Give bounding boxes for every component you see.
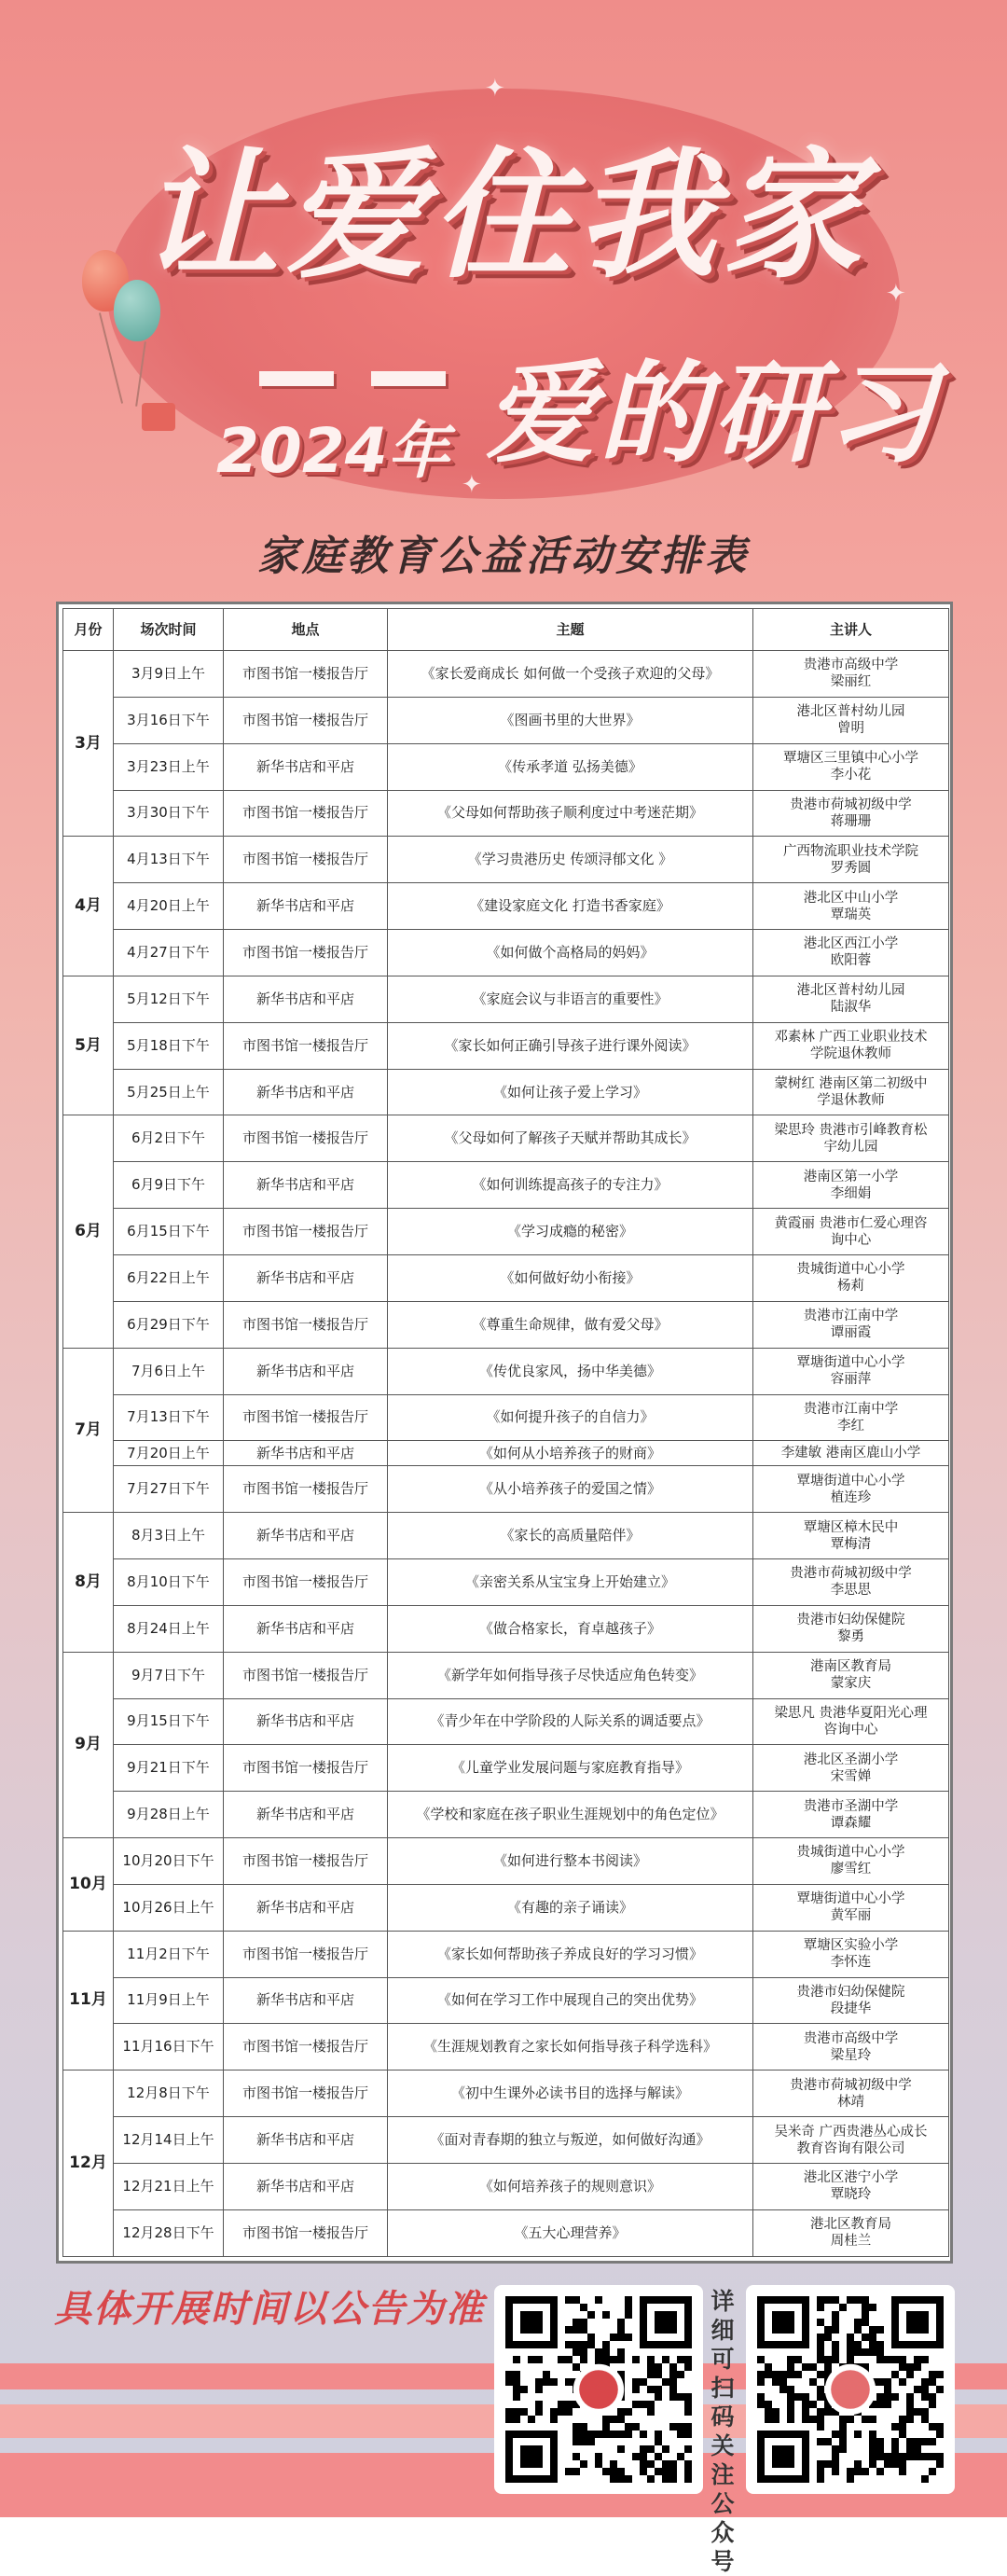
table-row — [63, 743, 949, 790]
speaker-cell: 覃塘区三里镇中心小学 李小花 — [753, 743, 949, 790]
table-header-row — [63, 609, 949, 651]
time-cell: 6月29日下午 — [114, 1301, 224, 1348]
theme-cell: 《父母如何帮助孩子顺利度过中考迷茫期》 — [388, 790, 753, 837]
place-cell: 新华书店和平店 — [224, 1441, 388, 1466]
theme-cell: 《学习成瘾的秘密》 — [388, 1209, 753, 1255]
table-row — [63, 883, 949, 930]
table-row — [63, 837, 949, 883]
speaker-cell: 贵城街道中心小学 杨莉 — [753, 1254, 949, 1301]
table-row — [63, 930, 949, 976]
theme-cell: 《如何做个高格局的妈妈》 — [388, 930, 753, 976]
place-cell: 市图书馆一楼报告厅 — [224, 651, 388, 698]
speaker-cell: 贵港市荷城初级中学 李思思 — [753, 1558, 949, 1605]
table-row — [63, 1605, 949, 1652]
time-cell: 11月9日上午 — [114, 1977, 224, 2024]
theme-cell: 《如何训练提高孩子的专注力》 — [388, 1162, 753, 1209]
theme-cell: 《面对青春期的独立与叛逆，如何做好沟通》 — [388, 2117, 753, 2164]
speaker-cell: 贵港市荷城初级中学 蒋珊珊 — [753, 790, 949, 837]
theme-cell: 《传承孝道 弘扬美德》 — [388, 743, 753, 790]
speaker-cell: 贵港市江南中学 李红 — [753, 1394, 949, 1441]
place-cell: 市图书馆一楼报告厅 — [224, 790, 388, 837]
speaker-cell: 港北区教育局 周桂兰 — [753, 2209, 949, 2256]
speaker-cell: 吴米奇 广西贵港丛心成长 教育咨询有限公司 — [753, 2117, 949, 2164]
table-row — [63, 1466, 949, 1513]
place-cell: 市图书馆一楼报告厅 — [224, 2024, 388, 2070]
sparkle-icon: ✦ — [462, 471, 482, 499]
place-cell: 新华书店和平店 — [224, 1605, 388, 1652]
theme-cell: 《儿童学业发展问题与家庭教育指导》 — [388, 1745, 753, 1792]
table-row — [63, 1162, 949, 1209]
time-cell: 6月22日上午 — [114, 1254, 224, 1301]
time-cell: 5月25日上午 — [114, 1069, 224, 1115]
time-cell: 7月20日上午 — [114, 1441, 224, 1466]
speaker-cell: 港北区普村幼儿园 陆淑华 — [753, 976, 949, 1022]
table-row — [63, 2163, 949, 2209]
time-cell: 6月9日下午 — [114, 1162, 224, 1209]
time-cell: 3月23日上午 — [114, 743, 224, 790]
time-cell: 4月27日下午 — [114, 930, 224, 976]
place-cell: 市图书馆一楼报告厅 — [224, 1301, 388, 1348]
place-cell: 市图书馆一楼报告厅 — [224, 2209, 388, 2256]
time-cell: 5月12日下午 — [114, 976, 224, 1022]
table-row — [63, 1792, 949, 1838]
theme-cell: 《家长爱商成长 如何做一个受孩子欢迎的父母》 — [388, 651, 753, 698]
speaker-cell: 贵港市高级中学 梁星玲 — [753, 2024, 949, 2070]
speaker-cell: 覃塘街道中心小学 容丽萍 — [753, 1348, 949, 1394]
place-cell: 市图书馆一楼报告厅 — [224, 930, 388, 976]
theme-cell: 《家长如何帮助孩子养成良好的学习习惯》 — [388, 1931, 753, 1977]
table-row — [63, 1022, 949, 1069]
schedule-table-container — [56, 602, 953, 2264]
column-header-month: 月份 — [63, 609, 114, 651]
place-cell: 市图书馆一楼报告厅 — [224, 1745, 388, 1792]
time-cell: 6月2日下午 — [114, 1115, 224, 1162]
speaker-cell: 贵港市荷城初级中学 林靖 — [753, 2070, 949, 2117]
time-cell: 12月14日上午 — [114, 2117, 224, 2164]
place-cell: 市图书馆一楼报告厅 — [224, 1652, 388, 1698]
theme-cell: 《如何提升孩子的自信力》 — [388, 1394, 753, 1441]
theme-cell: 《家长的高质量陪伴》 — [388, 1513, 753, 1559]
theme-cell: 《学校和家庭在孩子职业生涯规划中的角色定位》 — [388, 1792, 753, 1838]
speaker-cell: 覃塘区实验小学 李怀连 — [753, 1931, 949, 1977]
sparkle-icon: ✦ — [485, 75, 505, 103]
qr-logo-icon — [579, 2370, 618, 2409]
place-cell: 市图书馆一楼报告厅 — [224, 1022, 388, 1069]
time-cell: 5月18日下午 — [114, 1022, 224, 1069]
theme-cell: 《父母如何了解孩子天赋并帮助其成长》 — [388, 1115, 753, 1162]
time-cell: 12月8日下午 — [114, 2070, 224, 2117]
theme-cell: 《新学年如何指导孩子尽快适应角色转变》 — [388, 1652, 753, 1698]
speaker-cell: 贵港市高级中学 梁丽红 — [753, 651, 949, 698]
notice-text: 具体开展时间以公告为准 — [54, 2288, 485, 2331]
theme-cell: 《如何做好幼小衔接》 — [388, 1254, 753, 1301]
speaker-cell: 邓素林 广西工业职业技术 学院退休教师 — [753, 1022, 949, 1069]
time-cell: 10月26日上午 — [114, 1884, 224, 1931]
page-title: 让爱住我家 — [139, 135, 867, 298]
speaker-cell: 贵城街道中心小学 廖雪红 — [753, 1838, 949, 1885]
speaker-cell: 覃塘街道中心小学 黄军丽 — [753, 1884, 949, 1931]
month-cell: 7月 — [63, 1348, 114, 1512]
month-cell: 3月 — [63, 651, 114, 837]
time-cell: 7月6日上午 — [114, 1348, 224, 1394]
theme-cell: 《图画书里的大世界》 — [388, 697, 753, 743]
theme-cell: 《青少年在中学阶段的人际关系的调适要点》 — [388, 1698, 753, 1745]
place-cell: 市图书馆一楼报告厅 — [224, 697, 388, 743]
time-cell: 11月16日下午 — [114, 2024, 224, 2070]
speaker-cell: 贵港市圣湖中学 谭森耀 — [753, 1792, 949, 1838]
place-cell: 市图书馆一楼报告厅 — [224, 1558, 388, 1605]
theme-cell: 《做合格家长，育卓越孩子》 — [388, 1605, 753, 1652]
month-cell: 11月 — [63, 1931, 114, 2070]
month-cell: 6月 — [63, 1115, 114, 1348]
table-row — [63, 2117, 949, 2164]
month-cell: 5月 — [63, 976, 114, 1115]
table-row — [63, 790, 949, 837]
theme-cell: 《如何从小培养孩子的财商》 — [388, 1441, 753, 1466]
time-cell: 3月16日下午 — [114, 697, 224, 743]
place-cell: 新华书店和平店 — [224, 976, 388, 1022]
time-cell: 9月7日下午 — [114, 1652, 224, 1698]
month-cell: 10月 — [63, 1838, 114, 1932]
speaker-cell: 梁思凡 贵港华夏阳光心理 咨询中心 — [753, 1698, 949, 1745]
time-cell: 7月27日下午 — [114, 1466, 224, 1513]
time-cell: 3月9日上午 — [114, 651, 224, 698]
sparkle-icon: ✦ — [886, 280, 906, 308]
column-header-theme: 主题 — [388, 609, 753, 651]
place-cell: 新华书店和平店 — [224, 1698, 388, 1745]
place-cell: 市图书馆一楼报告厅 — [224, 1394, 388, 1441]
title-dash — [259, 371, 334, 386]
speaker-cell: 港南区教育局 蒙家庆 — [753, 1652, 949, 1698]
title-year: 2024年 — [216, 415, 449, 487]
time-cell: 4月13日下午 — [114, 837, 224, 883]
table-row — [63, 1558, 949, 1605]
title-dash — [371, 371, 446, 386]
theme-cell: 《如何进行整本书阅读》 — [388, 1838, 753, 1885]
speaker-cell: 贵港市江南中学 谭丽霞 — [753, 1301, 949, 1348]
time-cell: 3月30日下午 — [114, 790, 224, 837]
place-cell: 新华书店和平店 — [224, 2163, 388, 2209]
table-row — [63, 1115, 949, 1162]
speaker-cell: 港北区普村幼儿园 曾明 — [753, 697, 949, 743]
table-row — [63, 1348, 949, 1394]
month-cell: 12月 — [63, 2070, 114, 2257]
table-row — [63, 1301, 949, 1348]
time-cell: 9月21日下午 — [114, 1745, 224, 1792]
table-title: 家庭教育公益活动安排表 — [257, 533, 750, 580]
speaker-cell: 覃塘区樟木民中 覃梅清 — [753, 1513, 949, 1559]
time-cell: 7月13日下午 — [114, 1394, 224, 1441]
table-row — [63, 1209, 949, 1255]
time-cell: 11月2日下午 — [114, 1931, 224, 1977]
schedule-body — [63, 651, 949, 2257]
speaker-cell: 贵港市妇幼保健院 黎勇 — [753, 1605, 949, 1652]
theme-cell: 《从小培养孩子的爱国之情》 — [388, 1466, 753, 1513]
speaker-cell: 李建敏 港南区鹿山小学 — [753, 1441, 949, 1466]
table-row — [63, 1069, 949, 1115]
qr-code-left[interactable] — [494, 2285, 703, 2494]
qr-caption: 详细可扫码关注公众号 — [710, 2288, 735, 2575]
place-cell: 新华书店和平店 — [224, 1884, 388, 1931]
time-cell: 10月20日下午 — [114, 1838, 224, 1885]
speaker-cell: 港南区第一小学 李细娟 — [753, 1162, 949, 1209]
table-row — [63, 2070, 949, 2117]
theme-cell: 《家长如何正确引导孩子进行课外阅读》 — [388, 1022, 753, 1069]
place-cell: 新华书店和平店 — [224, 1977, 388, 2024]
time-cell: 6月15日下午 — [114, 1209, 224, 1255]
qr-code-left-image — [505, 2296, 692, 2483]
theme-cell: 《生涯规划教育之家长如何指导孩子科学选科》 — [388, 2024, 753, 2070]
table-row — [63, 1513, 949, 1559]
theme-cell: 《如何让孩子爱上学习》 — [388, 1069, 753, 1115]
month-cell: 8月 — [63, 1513, 114, 1653]
qr-code-right[interactable] — [746, 2285, 955, 2494]
theme-cell: 《亲密关系从宝宝身上开始建立》 — [388, 1558, 753, 1605]
table-row — [63, 1884, 949, 1931]
qr-code-right-image — [757, 2296, 944, 2483]
place-cell: 新华书店和平店 — [224, 2117, 388, 2164]
theme-cell: 《如何在学习工作中展现自己的突出优势》 — [388, 1977, 753, 2024]
speaker-cell: 贵港市妇幼保健院 段捷华 — [753, 1977, 949, 2024]
place-cell: 市图书馆一楼报告厅 — [224, 2070, 388, 2117]
table-row — [63, 2024, 949, 2070]
table-row — [63, 697, 949, 743]
place-cell: 新华书店和平店 — [224, 1792, 388, 1838]
month-cell: 4月 — [63, 837, 114, 976]
table-row — [63, 1441, 949, 1466]
speaker-cell: 覃塘街道中心小学 植连珍 — [753, 1466, 949, 1513]
time-cell: 8月10日下午 — [114, 1558, 224, 1605]
table-row — [63, 976, 949, 1022]
speaker-cell: 梁思玲 贵港市引峰教育松 宇幼儿园 — [753, 1115, 949, 1162]
qr-logo-icon — [831, 2370, 870, 2409]
place-cell: 新华书店和平店 — [224, 1348, 388, 1394]
place-cell: 市图书馆一楼报告厅 — [224, 837, 388, 883]
table-row — [63, 1745, 949, 1792]
place-cell: 新华书店和平店 — [224, 1513, 388, 1559]
column-header-time: 场次时间 — [114, 609, 224, 651]
time-cell: 9月28日上午 — [114, 1792, 224, 1838]
place-cell: 市图书馆一楼报告厅 — [224, 1115, 388, 1162]
table-row — [63, 1931, 949, 1977]
theme-cell: 《尊重生命规律，做有爱父母》 — [388, 1301, 753, 1348]
time-cell: 8月24日上午 — [114, 1605, 224, 1652]
table-row — [63, 1394, 949, 1441]
speaker-cell: 蒙树红 港南区第二初级中 学退休教师 — [753, 1069, 949, 1115]
speaker-cell: 广西物流职业技术学院 罗秀圆 — [753, 837, 949, 883]
theme-cell: 《初中生课外必读书目的选择与解读》 — [388, 2070, 753, 2117]
theme-cell: 《传优良家风，扬中华美德》 — [388, 1348, 753, 1394]
title-subtitle: 爱的研习 — [485, 349, 941, 478]
speaker-cell: 港北区圣湖小学 宋雪婵 — [753, 1745, 949, 1792]
place-cell: 市图书馆一楼报告厅 — [224, 1931, 388, 1977]
time-cell: 8月3日上午 — [114, 1513, 224, 1559]
table-row — [63, 651, 949, 698]
table-row — [63, 1254, 949, 1301]
theme-cell: 《建设家庭文化 打造书香家庭》 — [388, 883, 753, 930]
speaker-cell: 港北区西江小学 欧阳蓉 — [753, 930, 949, 976]
column-header-speaker: 主讲人 — [753, 609, 949, 651]
table-row — [63, 1838, 949, 1885]
place-cell: 市图书馆一楼报告厅 — [224, 1209, 388, 1255]
month-cell: 9月 — [63, 1652, 114, 1837]
place-cell: 新华书店和平店 — [224, 1254, 388, 1301]
speaker-cell: 港北区港宁小学 覃晓玲 — [753, 2163, 949, 2209]
place-cell: 新华书店和平店 — [224, 743, 388, 790]
place-cell: 新华书店和平店 — [224, 1069, 388, 1115]
table-row — [63, 2209, 949, 2256]
time-cell: 4月20日上午 — [114, 883, 224, 930]
place-cell: 市图书馆一楼报告厅 — [224, 1466, 388, 1513]
column-header-place: 地点 — [224, 609, 388, 651]
theme-cell: 《如何培养孩子的规则意识》 — [388, 2163, 753, 2209]
time-cell: 12月21日上午 — [114, 2163, 224, 2209]
place-cell: 新华书店和平店 — [224, 883, 388, 930]
time-cell: 9月15日下午 — [114, 1698, 224, 1745]
gift-icon — [142, 403, 175, 431]
table-row — [63, 1652, 949, 1698]
time-cell: 12月28日下午 — [114, 2209, 224, 2256]
schedule-table — [62, 608, 949, 2257]
theme-cell: 《五大心理营养》 — [388, 2209, 753, 2256]
speaker-cell: 黄霞丽 贵港市仁爱心理咨 询中心 — [753, 1209, 949, 1255]
theme-cell: 《家庭会议与非语言的重要性》 — [388, 976, 753, 1022]
place-cell: 新华书店和平店 — [224, 1162, 388, 1209]
theme-cell: 《学习贵港历史 传颂浔郁文化 》 — [388, 837, 753, 883]
speaker-cell: 港北区中山小学 覃瑞英 — [753, 883, 949, 930]
place-cell: 市图书馆一楼报告厅 — [224, 1838, 388, 1885]
theme-cell: 《有趣的亲子诵读》 — [388, 1884, 753, 1931]
table-row — [63, 1977, 949, 2024]
table-row — [63, 1698, 949, 1745]
